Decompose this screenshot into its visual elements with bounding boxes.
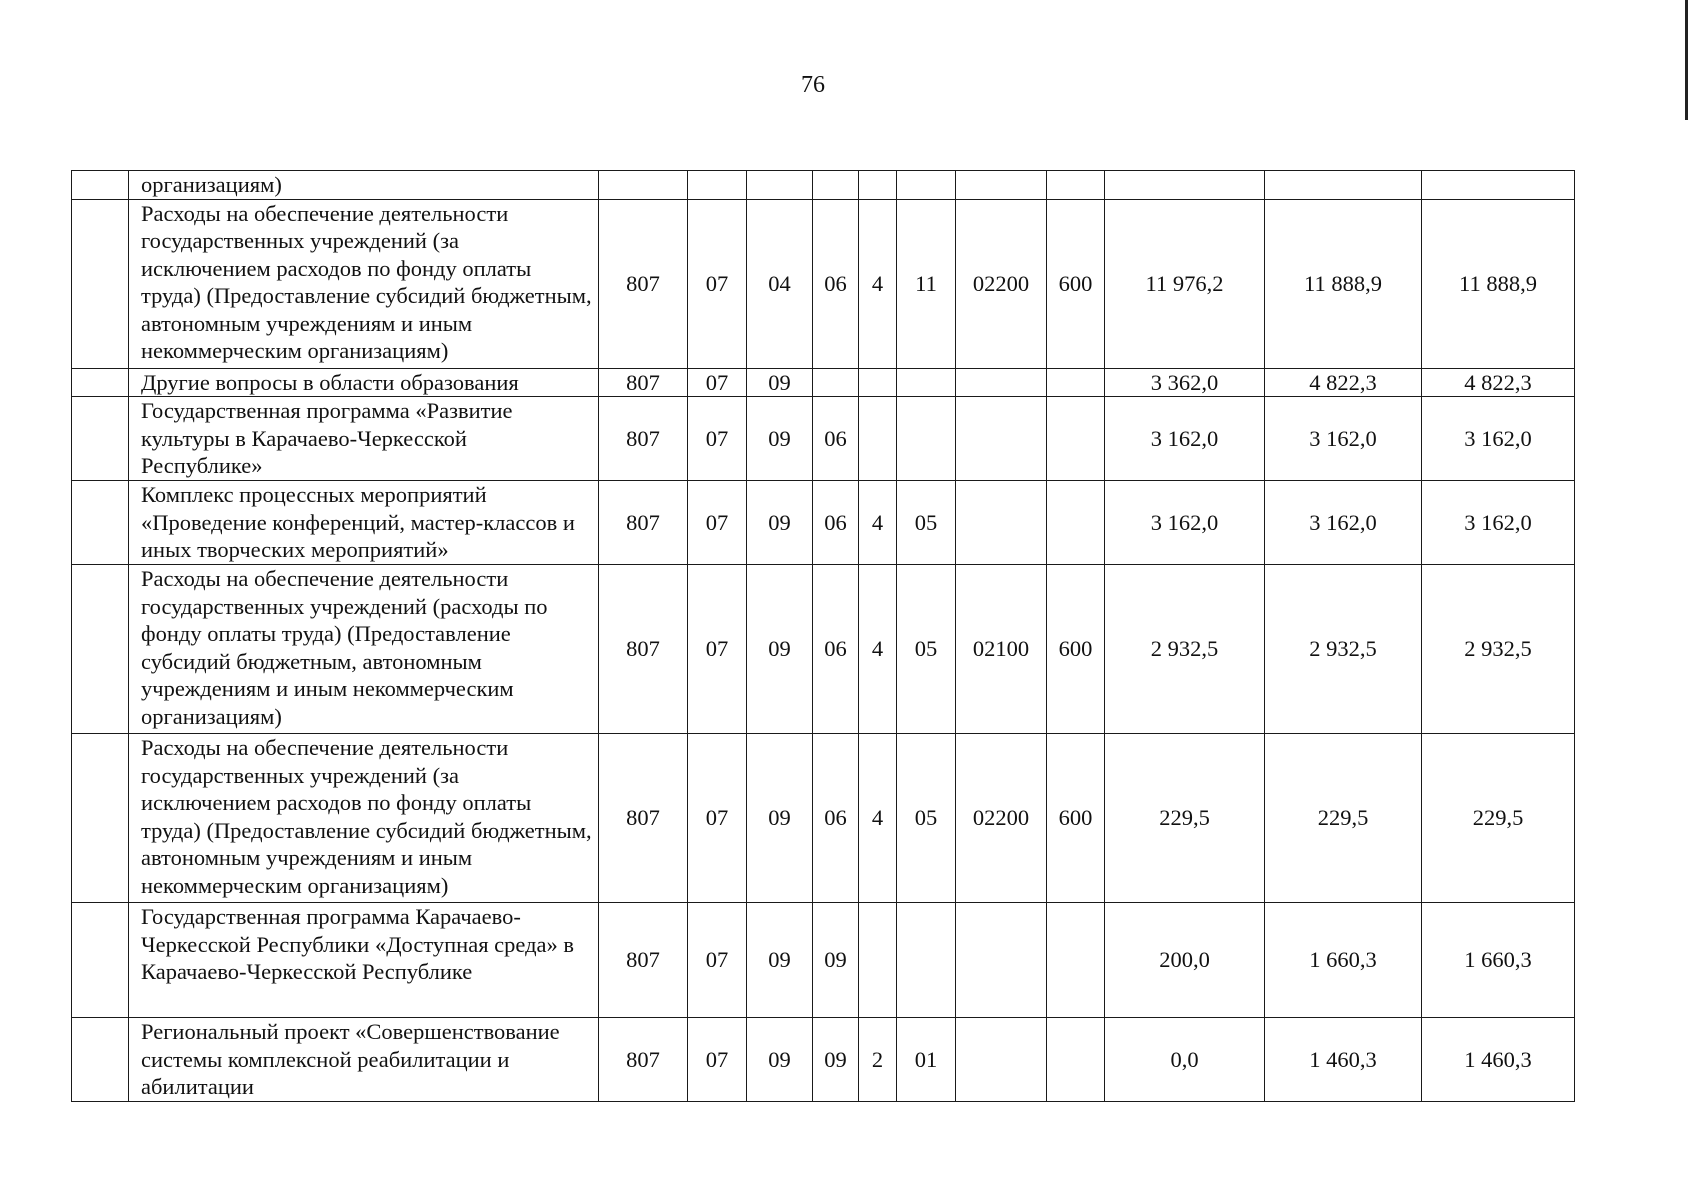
program-code: 06 (813, 734, 859, 903)
expense-type-code (1047, 1018, 1105, 1102)
amount-year-1: 3 362,0 (1105, 368, 1265, 397)
row-number-cell (72, 397, 129, 481)
measure-code: 01 (897, 1018, 956, 1102)
amount-year-1: 3 162,0 (1105, 397, 1265, 481)
direction-code: 02200 (956, 199, 1047, 368)
amount-year-3: 1 660,3 (1422, 903, 1575, 1018)
subsection-code: 09 (747, 368, 813, 397)
grbs-code (599, 171, 688, 200)
grbs-code: 807 (599, 397, 688, 481)
program-code (813, 368, 859, 397)
row-description: Комплекс процессных мероприятий «Проведение конференций, мастер-классов и иных творческих мероприятий» (129, 481, 599, 565)
expense-type-code: 600 (1047, 565, 1105, 734)
expense-type-code (1047, 171, 1105, 200)
subsection-code: 09 (747, 903, 813, 1018)
row-number-cell (72, 171, 129, 200)
amount-year-2: 229,5 (1265, 734, 1422, 903)
section-code: 07 (688, 903, 747, 1018)
amount-year-2: 3 162,0 (1265, 481, 1422, 565)
amount-year-2: 11 888,9 (1265, 199, 1422, 368)
direction-code: 02100 (956, 565, 1047, 734)
table-row (72, 1018, 1575, 1102)
table-row (72, 199, 1575, 368)
expense-type-code: 600 (1047, 734, 1105, 903)
page-number: 76 (801, 72, 825, 98)
program-code: 09 (813, 903, 859, 1018)
section-code: 07 (688, 199, 747, 368)
amount-year-1 (1105, 171, 1265, 200)
amount-year-3 (1422, 171, 1575, 200)
expense-type-code (1047, 397, 1105, 481)
program-code: 09 (813, 1018, 859, 1102)
section-code: 07 (688, 565, 747, 734)
amount-year-2 (1265, 171, 1422, 200)
row-description: Расходы на обеспечение деятельности государственных учреждений (за исключением расходов по фонду оплаты труда) (Предоставление субсидий бюджетным, автономным учреждениям и иным некоммерческим организациям) (129, 199, 599, 368)
amount-year-3: 1 460,3 (1422, 1018, 1575, 1102)
program-code (813, 171, 859, 200)
section-code: 07 (688, 368, 747, 397)
direction-code (956, 397, 1047, 481)
subsection-code (747, 171, 813, 200)
grbs-code: 807 (599, 199, 688, 368)
table-row (72, 903, 1575, 1018)
direction-code (956, 903, 1047, 1018)
subprogram-code (859, 397, 897, 481)
budget-table (71, 170, 1575, 1102)
direction-code (956, 481, 1047, 565)
amount-year-2: 2 932,5 (1265, 565, 1422, 734)
subprogram-code: 2 (859, 1018, 897, 1102)
amount-year-3: 11 888,9 (1422, 199, 1575, 368)
table-row (72, 734, 1575, 903)
subprogram-code (859, 368, 897, 397)
amount-year-1: 2 932,5 (1105, 565, 1265, 734)
table-row (72, 481, 1575, 565)
amount-year-2: 1 460,3 (1265, 1018, 1422, 1102)
amount-year-3: 2 932,5 (1422, 565, 1575, 734)
measure-code (897, 368, 956, 397)
expense-type-code (1047, 903, 1105, 1018)
table-row (72, 397, 1575, 481)
measure-code (897, 397, 956, 481)
subsection-code: 04 (747, 199, 813, 368)
row-description: Другие вопросы в области образования (129, 368, 599, 397)
measure-code (897, 171, 956, 200)
amount-year-3: 229,5 (1422, 734, 1575, 903)
row-description: Региональный проект «Совершенствование системы комплексной реабилитации и абилитации (129, 1018, 599, 1102)
row-description: Расходы на обеспечение деятельности государственных учреждений (за исключением расходов по фонду оплаты труда) (Предоставление субсидий бюджетным, автономным учреждениям и иным некоммерческим организациям) (129, 734, 599, 903)
row-description: Государственная программа «Развитие культуры в Карачаево-Черкесской Республике» (129, 397, 599, 481)
grbs-code: 807 (599, 734, 688, 903)
row-number-cell (72, 368, 129, 397)
subsection-code: 09 (747, 481, 813, 565)
amount-year-1: 3 162,0 (1105, 481, 1265, 565)
amount-year-2: 1 660,3 (1265, 903, 1422, 1018)
measure-code: 05 (897, 734, 956, 903)
section-code (688, 171, 747, 200)
row-number-cell (72, 1018, 129, 1102)
row-number-cell (72, 199, 129, 368)
table-row (72, 171, 1575, 200)
row-description: Расходы на обеспечение деятельности государственных учреждений (расходы по фонду оплаты труда) (Предоставление субсидий бюджетным, автономным учреждениям и иным некоммерческим организациям) (129, 565, 599, 734)
measure-code: 11 (897, 199, 956, 368)
subsection-code: 09 (747, 1018, 813, 1102)
direction-code (956, 1018, 1047, 1102)
program-code: 06 (813, 565, 859, 734)
measure-code (897, 903, 956, 1018)
direction-code (956, 171, 1047, 200)
table-body (72, 171, 1575, 1102)
subsection-code: 09 (747, 565, 813, 734)
subprogram-code: 4 (859, 734, 897, 903)
amount-year-2: 4 822,3 (1265, 368, 1422, 397)
measure-code: 05 (897, 481, 956, 565)
amount-year-1: 229,5 (1105, 734, 1265, 903)
expense-type-code: 600 (1047, 199, 1105, 368)
amount-year-3: 3 162,0 (1422, 481, 1575, 565)
row-number-cell (72, 565, 129, 734)
grbs-code: 807 (599, 903, 688, 1018)
amount-year-2: 3 162,0 (1265, 397, 1422, 481)
amount-year-1: 0,0 (1105, 1018, 1265, 1102)
row-description: Государственная программа Карачаево-Черкесской Республики «Доступная среда» в Карачаево-Черкесской Республике (129, 903, 599, 1018)
amount-year-1: 11 976,2 (1105, 199, 1265, 368)
subprogram-code: 4 (859, 565, 897, 734)
section-code: 07 (688, 734, 747, 903)
program-code: 06 (813, 481, 859, 565)
section-code: 07 (688, 481, 747, 565)
expense-type-code (1047, 368, 1105, 397)
subprogram-code: 4 (859, 481, 897, 565)
row-number-cell (72, 903, 129, 1018)
amount-year-3: 4 822,3 (1422, 368, 1575, 397)
section-code: 07 (688, 1018, 747, 1102)
subprogram-code: 4 (859, 199, 897, 368)
direction-code (956, 368, 1047, 397)
section-code: 07 (688, 397, 747, 481)
grbs-code: 807 (599, 1018, 688, 1102)
program-code: 06 (813, 397, 859, 481)
row-number-cell (72, 734, 129, 903)
subprogram-code (859, 171, 897, 200)
scan-edge-line (1685, 0, 1688, 120)
table-row (72, 368, 1575, 397)
expense-type-code (1047, 481, 1105, 565)
row-description: организациям) (129, 171, 599, 200)
direction-code: 02200 (956, 734, 1047, 903)
amount-year-3: 3 162,0 (1422, 397, 1575, 481)
grbs-code: 807 (599, 481, 688, 565)
row-number-cell (72, 481, 129, 565)
amount-year-1: 200,0 (1105, 903, 1265, 1018)
subprogram-code (859, 903, 897, 1018)
subsection-code: 09 (747, 734, 813, 903)
subsection-code: 09 (747, 397, 813, 481)
grbs-code: 807 (599, 368, 688, 397)
measure-code: 05 (897, 565, 956, 734)
table-row (72, 565, 1575, 734)
grbs-code: 807 (599, 565, 688, 734)
program-code: 06 (813, 199, 859, 368)
